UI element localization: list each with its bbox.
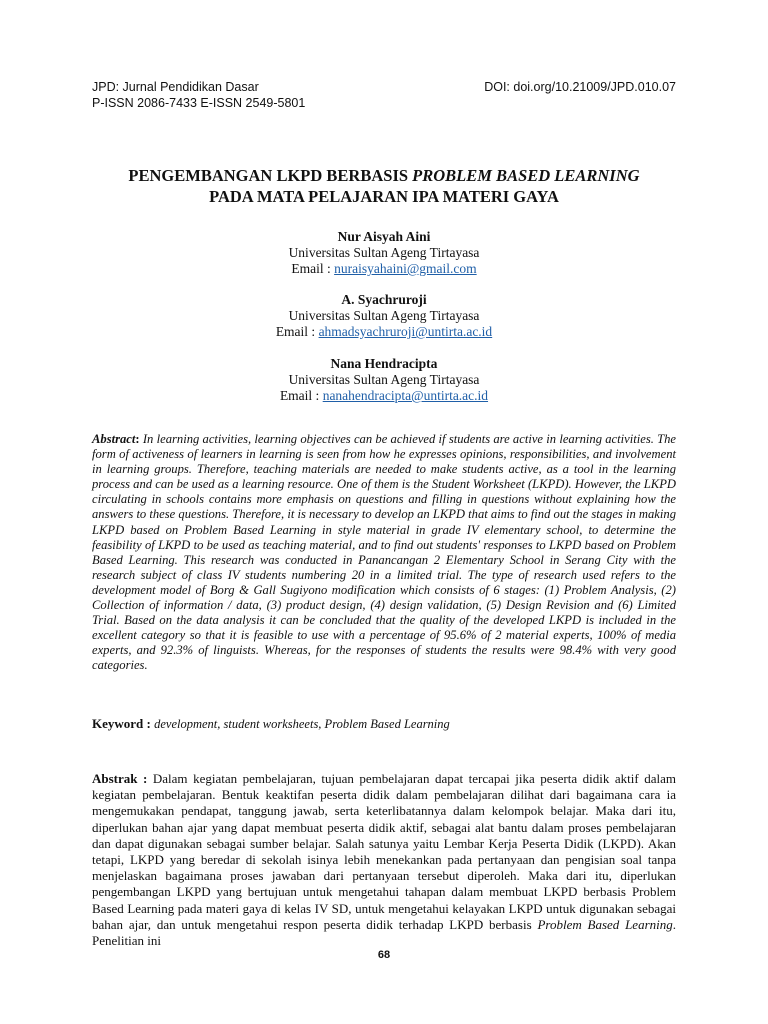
keywords bbox=[92, 716, 676, 732]
author-2 bbox=[0, 292, 768, 340]
keyword-label: Keyword : bbox=[92, 716, 155, 731]
author-email-link[interactable]: ahmadsyachruroji@untirta.ac.id bbox=[318, 324, 493, 339]
author-affiliation: Universitas Sultan Ageng Tirtayasa bbox=[288, 308, 480, 323]
author-name: Nana Hendracipta bbox=[330, 356, 438, 371]
abstract-label: Abstract bbox=[92, 432, 136, 446]
author-email-line: Email : nuraisyahaini@gmail.com bbox=[291, 261, 477, 276]
title-italic: PROBLEM BASED LEARNING bbox=[412, 166, 640, 185]
author-name: A. Syachruroji bbox=[341, 292, 427, 307]
author-email-link[interactable]: nuraisyahaini@gmail.com bbox=[334, 261, 477, 276]
abstract-english: Abstract: In learning activities, learning objectives can be achieved if students are active in learning activities. The form of activeness of learners in learning is seen from how he expresses opinions, responsibilities, and involvement in learning groups. Therefore, teaching materials are needed to make students active, as a tool in the learning process and can be used as a learning resource. One of them is the Student Worksheet (LKPD). However, the LKPD circulating in schools contains more emphasis on questions and filling in questions without explaining how the answers to these questions. Therefore, it is necessary to develop an LKPD that aims to find out the stages in making LKPD based on Problem Based Learning in style material in grade IV elementary school, to determine the feasibility of LKPD to be used as teaching material, and to find out students' responses to LKPD based on Problem Based Learning. This research was conducted in Panancangan 2 Elementary School in Serang City with the research subject of class IV students numbering 20 in a limited trial. The type of research used refers to the development model of Borg & Gall Sugiyono modification which consists of 6 stages: (1) Problem Analysis, (2) Collection of information / data, (3) product design, (4) design validation, (5) Design Revision and (6) Limited Trial. Based on the data analysis it can be concluded that the quality of the developed LKPD is included in the excellent category so that it is feasible to use with a percentage of 95.6% of 2 material experts, 100% of media experts, and 92.3% of linguists. Whereas, for the responses of students the results were 98.4% with very good categories. bbox=[92, 432, 677, 673]
abstrak-text: Dalam kegiatan pembelajaran, tujuan pembelajaran dapat tercapai jika peserta didik aktif dalam kegiatan pembelajaran. Bentuk keaktifan peserta didik dalam pembelajaran dilihat dari bagaimana cara ia mengemukakan pendapat, tanggung jawab, serta keterlibatannya dalam kelompok belajar. Maka dari itu, diperlukan bahan ajar yang dapat membuat peserta didik aktif, sebagai alat bantu dalam proses pembelajaran dan dapat digunakan sebagai sumber belajar. Salah satunya yaitu Lembar Kerja Peserta Didik (LKPD). Akan tetapi, LKPD yang beredar di sekolah isinya lebih menekankan pada pertanyaan dan pengisian soal tanpa menjelaskan bagaimana proses jawaban dari pertanyaan tersebut diperoleh. Maka dari itu, diperlukan pengembangan LKPD yang bertujuan untuk mengetahui tahapan dalam membuat LKPD berbasis Problem Based Learning pada materi gaya di kelas IV SD, untuk mengetahui kelayakan LKPD untuk digunakan sebagai bahan ajar, dan untuk mengetahui respon peserta didik terhadap LKPD berbasis bbox=[92, 771, 676, 932]
abstrak-label: Abstrak : bbox=[92, 771, 153, 786]
title-line-2: PADA MATA PELAJARAN IPA MATERI GAYA bbox=[209, 187, 559, 206]
page-number: 68 bbox=[377, 949, 391, 961]
author-email-line: Email : ahmadsyachruroji@untirta.ac.id bbox=[275, 324, 493, 339]
running-header bbox=[92, 80, 676, 94]
abstract-indonesian bbox=[92, 771, 676, 949]
title-line-1: PENGEMBANGAN LKPD BERBASIS PROBLEM BASED LEARNING bbox=[128, 166, 640, 185]
author-affiliation: Universitas Sultan Ageng Tirtayasa bbox=[288, 372, 480, 387]
author-name: Nur Aisyah Aini bbox=[337, 229, 431, 244]
author-email-line: Email : nanahendracipta@untirta.ac.id bbox=[279, 388, 489, 403]
abstract-text: In learning activities, learning objectives can be achieved if students are active in learning activities. The form of activeness of learners in learning is seen from how he expresses opinions, responsibilities, and involvement in learning groups. Therefore, teaching materials are needed to make students active, as a tool in the learning process and can be used as a learning resource. One of them is the Student Worksheet (LKPD). However, the LKPD circulating in schools contains more emphasis on questions and filling in questions without explaining how the answers to these questions. Therefore, it is necessary to develop an LKPD that aims to find out the stages in making LKPD based on Problem Based Learning in style material in grade IV elementary school, to determine the feasibility of LKPD to be used as teaching material, and to find out students' responses to LKPD based on Problem Based Learning. This research was conducted in Panancangan 2 Elementary School in Serang City with the research subject of class IV students numbering 20 in a limited trial. The type of research used refers to the development model of Borg & Gall Sugiyono modification which consists of 6 stages: (1) Problem Analysis, (2) Collection of information / data, (3) product design, (4) design validation, (5) Design Revision and (6) Limited Trial. Based on the data analysis it can be concluded that the quality of the developed LKPD is included in the excellent category so that it is feasible to use with a percentage of 95.6% of 2 material experts, 100% of media experts, and 92.3% of linguists. Whereas, for the responses of students the results were 98.4% with very good categories. bbox=[92, 432, 677, 673]
issn-text: P-ISSN 2086-7433 E-ISSN 2549-5801 bbox=[92, 96, 306, 110]
author-1 bbox=[0, 229, 768, 277]
journal-name: JPD: Jurnal Pendidikan Dasar bbox=[92, 80, 259, 94]
author-email-link[interactable]: nanahendracipta@untirta.ac.id bbox=[322, 388, 489, 403]
author-affiliation: Universitas Sultan Ageng Tirtayasa bbox=[288, 245, 480, 260]
issn-line bbox=[92, 96, 676, 110]
abstrak-italic: Problem Based Learning bbox=[537, 916, 673, 932]
author-3 bbox=[0, 356, 768, 404]
doi-text: DOI: doi.org/10.21009/JPD.010.07 bbox=[484, 80, 676, 94]
paper-title bbox=[60, 165, 708, 207]
abstrak-tail: . Penelitian ini bbox=[92, 916, 676, 949]
keyword-text: development, student worksheets, Problem Based Learning bbox=[154, 717, 450, 731]
